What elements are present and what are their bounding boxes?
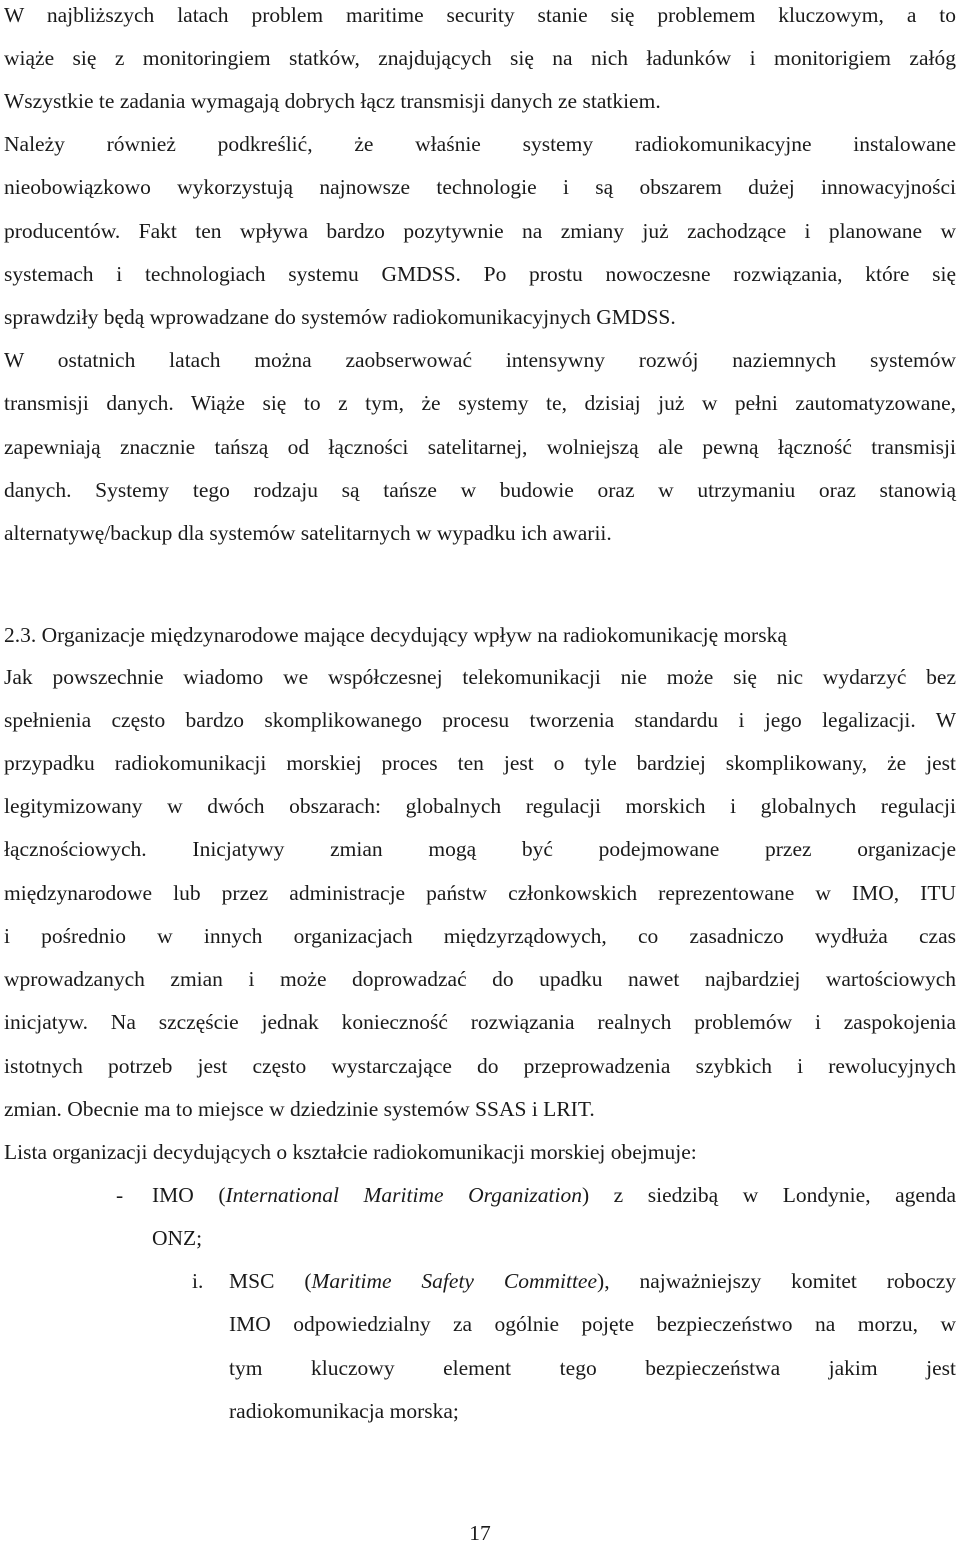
paragraph-line: alternatywę/backup dla systemów satelitarnych w wypadku ich awarii. — [4, 521, 612, 545]
sublist-marker: i. — [192, 1269, 204, 1293]
paragraph-line: wprowadzanych zmian i może doprowadzać do upadku nawet najbardziej wartościowych — [4, 967, 956, 991]
list-item-text: MSC ( — [229, 1269, 312, 1293]
paragraph-line: Wszystkie te zadania wymagają dobrych łącz transmisji danych ze statkiem. — [4, 89, 661, 113]
paragraph-line: i pośrednio w innych organizacjach międzyrządowych, co zasadniczo wydłuża czas — [4, 924, 956, 948]
list-item-continuation: ONZ; — [152, 1226, 203, 1250]
paragraph-line: zapewniają znacznie tańszą od łączności satelitarnej, wolniejszą ale pewną łączność transmisji — [4, 435, 956, 459]
paragraph-line: przypadku radiokomunikacji morskiej proces ten jest o tyle bardziej skomplikowany, że jest — [4, 751, 956, 775]
sublist-item-msc — [229, 1268, 956, 1294]
paragraph-line: W ostatnich latach można zaobserwować intensywny rozwój naziemnych systemów — [4, 348, 956, 372]
paragraph-line: W najbliższych latach problem maritime security stanie się problemem kluczowym, a to — [4, 3, 956, 27]
paragraph-line: legitymizowany w dwóch obszarach: globalnych regulacji morskich i globalnych regulacji — [4, 794, 956, 818]
sublist-continuation: tym kluczowy element tego bezpieczeństwa jakim jest — [229, 1356, 956, 1380]
paragraph-line: istotnych potrzeb jest często wystarczające do przeprowadzenia szybkich i rewolucyjnych — [4, 1054, 956, 1078]
paragraph-line: Należy również podkreślić, że właśnie systemy radiokomunikacyjne instalowane — [4, 132, 956, 156]
paragraph-line: międzynarodowe lub przez administracje państw członkowskich reprezentowane w IMO, ITU — [4, 881, 956, 905]
sublist-continuation: radiokomunikacja morska; — [229, 1399, 459, 1423]
paragraph-line: systemach i technologiach systemu GMDSS. Po prostu nowoczesne rozwiązania, które się — [4, 262, 956, 286]
list-item-text: IMO ( — [152, 1183, 226, 1207]
list-item-text: ), najważniejszy komitet roboczy — [597, 1269, 957, 1293]
sublist-continuation: IMO odpowiedzialny za ogólnie pojęte bezpieczeństwo na morzu, w — [229, 1312, 956, 1336]
paragraph-line: Jak powszechnie wiadomo we współczesnej telekomunikacji nie może się nic wydarzyć bez — [4, 665, 956, 689]
paragraph-line: producentów. Fakt ten wpływa bardzo pozytywnie na zmiany już zachodzące i planowane w — [4, 219, 956, 243]
paragraph-line: transmisji danych. Wiąże się to z tym, że systemy te, dzisiaj już w pełni zautomatyzowane, — [4, 391, 956, 415]
paragraph-line: inicjatyw. Na szczęście jednak konieczność rozwiązania realnych problemów i zaspokojenia — [4, 1010, 956, 1034]
paragraph-line: zmian. Obecnie ma to miejsce w dziedzinie systemów SSAS i LRIT. — [4, 1097, 595, 1121]
page-number: 17 — [469, 1521, 491, 1545]
paragraph-line: spełnienia często bardzo skomplikowanego procesu tworzenia standardu i jego legalizacji. W — [4, 708, 956, 732]
list-item-italic: Maritime Safety Committee — [311, 1269, 598, 1293]
list-marker: - — [116, 1183, 124, 1207]
section-heading: 2.3. Organizacje międzynarodowe mające decydujący wpływ na radiokomunikację morską — [4, 623, 787, 647]
paragraph-line: nieobowiązkowo wykorzystują najnowsze technologie i są obszarem dużej innowacyjności — [4, 175, 956, 199]
list-intro: Lista organizacji decydujących o kształcie radiokomunikacji morskiej obejmuje: — [4, 1140, 697, 1164]
paragraph-line: łącznościowych. Inicjatywy zmian mogą być podejmowane przez organizacje — [4, 837, 956, 861]
list-item-text: ) z siedzibą w Londynie, agenda — [581, 1183, 956, 1207]
list-item-imo — [152, 1182, 956, 1208]
paragraph-line: danych. Systemy tego rodzaju są tańsze w budowie oraz w utrzymaniu oraz stanowią — [4, 478, 956, 502]
list-item-italic: International Maritime Organization — [225, 1183, 582, 1207]
paragraph-line: sprawdziły będą wprowadzane do systemów radiokomunikacyjnych GMDSS. — [4, 305, 676, 329]
paragraph-line: wiąże się z monitoringiem statków, znajdujących się na nich ładunków i monitorigiem załóg — [4, 46, 956, 70]
